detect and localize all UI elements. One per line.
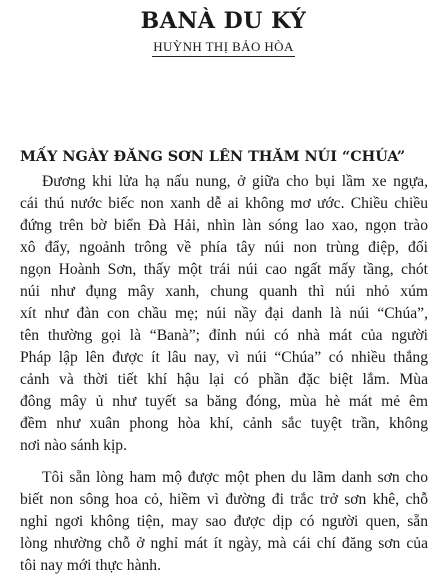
text-line: nơi nào sánh kịp. xyxy=(20,437,127,454)
text-line: tên thường gọi là “Banà”; đỉnh núi có nhà mát của người xyxy=(20,327,428,344)
text-line: núi như đụng mây xanh, chung quanh thì núi nhỏ xúm xyxy=(20,283,428,300)
text-line: cảnh và thời tiết khí hậu lại có phần đặc biệt lắm. Mùa xyxy=(20,371,428,388)
paragraph-1 xyxy=(20,171,428,457)
text-line: lòng nhường chỗ ở nghỉ mát ít ngày, mà cái chí đăng sơn của xyxy=(20,535,428,552)
author-line xyxy=(0,38,447,57)
text-line: Tôi sẵn lòng ham mộ được một phen du lãm danh sơn cho xyxy=(42,469,428,486)
text-line: cái thú nước biếc non xanh dễ ai không mơ ước. Chiều chiều xyxy=(20,195,428,212)
text-line: đông mây ủ như tuyết sa băng đóng, mùa hè mát mẻ êm xyxy=(20,393,428,410)
chapter-title: MẤY NGÀY ĐĂNG SƠN LÊN THĂM NÚI “CHÚA” xyxy=(20,148,406,165)
text-line: đềm như xuân phong hòa khí, cảnh sắc tuyệt trần, không xyxy=(20,415,428,432)
text-line: ngọn Hoành Sơn, thấy một trái núi cao ngất mấy tầng, chót xyxy=(20,261,428,278)
text-line: xô đẩy, ngoảnh trông về phía tây núi non trùng điệp, đối xyxy=(20,239,428,256)
text-line: xít như đàn con chầu mẹ; núi nầy đại danh là núi “Chúa”, xyxy=(20,305,428,322)
text-line: nghỉ ngơi không tiện, may sao được dịp có người quen, sẵn xyxy=(20,513,428,530)
text-line: biết non sông hoa cỏ, hiềm vì đường đi trắc trở sơn khê, chỗ xyxy=(20,491,428,508)
text-line: tôi nay mới thực hành. xyxy=(20,557,161,574)
body-text xyxy=(20,171,428,577)
paragraph-spacer xyxy=(20,457,428,467)
text-line: đứng trên bờ biển Đà Hải, nhìn làn sóng lao xao, ngọn trào xyxy=(20,217,428,234)
text-line: Đương khi lửa hạ nấu nung, ở giữa cho bụi lầm xe ngựa, xyxy=(42,173,428,190)
author-name: HUỲNH THỊ BẢO HÒA xyxy=(152,39,295,57)
text-line: Pháp lập lên được ít lâu nay, vì núi “Chúa” có nhiều thắng xyxy=(20,349,428,366)
book-title: BANÀ DU KÝ xyxy=(140,8,307,34)
paragraph-2 xyxy=(20,467,428,577)
